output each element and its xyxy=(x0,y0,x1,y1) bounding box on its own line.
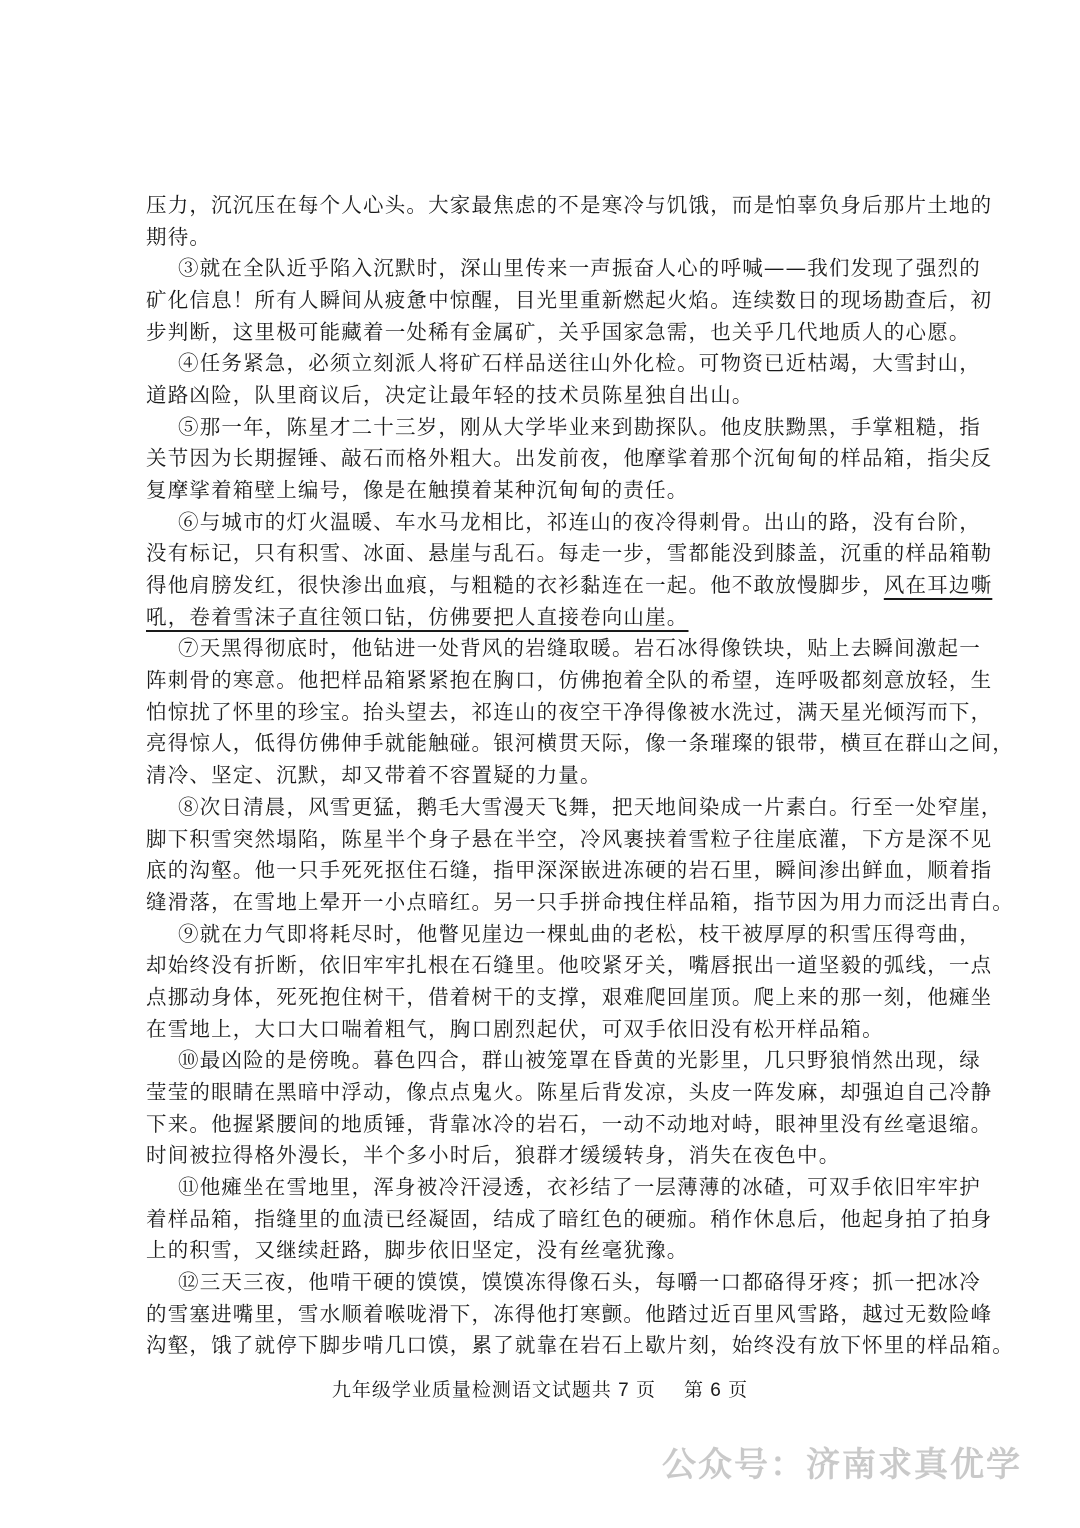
paragraph-9-line: ⑨就在力气即将耗尽时，他瞥见崖边一棵虬曲的老松，枝干被厚厚的积雪压得弯曲， xyxy=(178,921,981,946)
text-line: 道路凶险，队里商议后，决定让最年轻的技术员陈星独自出山。 xyxy=(146,383,754,408)
text-line: 时间被拉得格外漫长，半个多小时后，狼群才缓缓转身，消失在夜色中。 xyxy=(146,1143,841,1168)
text-line: 怕惊扰了怀里的珍宝。抬头望去，祁连山的夜空干净得像被水洗过，满天星光倾泻而下， xyxy=(146,699,993,724)
paragraph-10-line: ⑩最凶险的是傍晚。暮色四合，群山被笼罩在昏黄的光影里，几只野狼悄然出现，绿 xyxy=(178,1048,981,1073)
text-line: 缝滑落，在雪地上晕开一小点暗红。另一只手拼命拽住样品箱，指节因为用力而泛出青白。 xyxy=(146,889,1014,914)
text-line: 阵刺骨的寒意。他把样品箱紧紧抱在胸口，仿佛抱着全队的希望，连呼吸都刻意放轻，生 xyxy=(146,668,993,693)
text-line: 复摩挲着箱壁上编号，像是在触摸着某种沉甸甸的责任。 xyxy=(146,478,689,503)
text-line: 脚下积雪突然塌陷，陈星半个身子悬在半空，冷风裹挟着雪粒子往崖底灌，下方是深不见 xyxy=(146,826,993,851)
text-line: 底的沟壑。他一只手死死抠住石缝，指甲深深嵌进冻硬的岩石里，瞬间渗出鲜血，顺着指 xyxy=(146,858,993,883)
paragraph-7-line: ⑦天黑得彻底时，他钻进一处背风的岩缝取暖。岩石冰得像铁块，贴上去瞬间激起一 xyxy=(178,636,981,661)
text-line: 步判断，这里极可能藏着一处稀有金属矿，关乎国家急需，也关乎几代地质人的心愿。 xyxy=(146,319,971,344)
text-line: 下来。他握紧腰间的地质锤，背靠冰冷的岩石，一动不动地对峙，眼神里没有丝毫退缩。 xyxy=(146,1111,993,1136)
text-line: 点挪动身体，死死抱住树干，借着树干的支撑，艰难爬回崖顶。爬上来的那一刻，他瘫坐 xyxy=(146,984,993,1009)
underlined-sentence: 吼，卷着雪沫子直往领口钻，仿佛要把人直接卷向山崖。 xyxy=(146,604,689,629)
page-number: 第 6 页 xyxy=(684,1380,749,1401)
text-line: 关节因为长期握锤、敲石而格外粗大。出发前夜，他摩挲着那个沉甸甸的样品箱，指尖反 xyxy=(146,446,993,471)
underlined-sentence: 风在耳边嘶 xyxy=(883,573,993,598)
page-footer xyxy=(240,1375,840,1402)
text-line: 却始终没有折断，依旧牢牢扎根在石缝里。他咬紧牙关，嘴唇抿出一道坚毅的弧线，一点 xyxy=(146,953,993,978)
paragraph-3-line: ③就在全队近乎陷入沉默时，深山里传来一声振奋人心的呼喊——我们发现了强烈的 xyxy=(178,256,981,281)
paragraph-8-line: ⑧次日清晨，风雪更猛，鹅毛大雪漫天飞舞，把天地间染成一片素白。行至一处窄崖， xyxy=(178,794,1003,819)
paragraph-12-line: ⑫三天三夜，他啃干硬的馍馍，馍馍冻得像石头，每嚼一口都硌得牙疼；抓一把冰冷 xyxy=(178,1269,981,1294)
text-line: 矿化信息！所有人瞬间从疲惫中惊醒，目光里重新燃起火焰。连续数日的现场勘查后，初 xyxy=(146,288,993,313)
text-line: 上的积雪，又继续赶路，脚步依旧坚定，没有丝毫犹豫。 xyxy=(146,1238,689,1263)
paragraph-4-line: ④任务紧急，必须立刻派人将矿石样品送往山外化检。可物资已近枯竭，大雪封山， xyxy=(178,351,981,376)
text-line: 在雪地上，大口大口喘着粗气，胸口剧烈起伏，可双手依旧没有松开样品箱。 xyxy=(146,1016,884,1041)
text-line xyxy=(146,570,993,602)
text-line: 期待。 xyxy=(146,224,212,249)
paragraph-5-line: ⑤那一年，陈星才二十三岁，刚从大学毕业来到勘探队。他皮肤黝黑，手掌粗糙，指 xyxy=(178,414,981,439)
text-line: 压力，沉沉压在每个人心头。大家最焦虑的不是寒冷与饥饿，而是怕辜负身后那片土地的 xyxy=(146,193,993,217)
text-line: 没有标记，只有积雪、冰面、悬崖与乱石。每走一步，雪都能没到膝盖，沉重的样品箱勒 xyxy=(146,541,993,566)
paragraph-6-line: ⑥与城市的灯火温暖、车水马龙相比，祁连山的夜冷得刺骨。出山的路，没有台阶， xyxy=(178,509,981,534)
text-line: 的雪塞进嘴里，雪水顺着喉咙滑下，冻得他打寒颤。他踏过近百里风雪路，越过无数险峰 xyxy=(146,1301,993,1326)
paragraph-11-line: ⑪他瘫坐在雪地里，浑身被冷汗浸透，衣衫结了一层薄薄的冰碴，可双手依旧牢牢护 xyxy=(178,1174,981,1199)
text-line: 清冷、坚定、沉默，却又带着不容置疑的力量。 xyxy=(146,763,602,788)
watermark: 公众号：济南求真优学 xyxy=(662,1445,1022,1485)
text-segment: 得他肩膀发红，很快渗出血痕，与粗糙的衣衫黏连在一起。他不敢放慢脚步， xyxy=(146,573,884,598)
text-line xyxy=(146,602,976,634)
text-line: 莹莹的眼睛在黑暗中浮动，像点点鬼火。陈星后背发凉，头皮一阵发麻，却强迫自己冷静 xyxy=(146,1079,993,1104)
text-line: 着样品箱，指缝里的血渍已经凝固，结成了暗红色的硬痂。稍作休息后，他起身拍了拍身 xyxy=(146,1206,993,1231)
footer-title: 九年级学业质量检测语文试题共 7 页 xyxy=(331,1380,656,1401)
text-line: 沟壑，饿了就停下脚步啃几口馍，累了就靠在岩石上歇片刻，始终没有放下怀里的样品箱。 xyxy=(146,1333,1014,1358)
text-line: 亮得惊人，低得仿佛伸手就能触碰。银河横贯天际，像一条璀璨的银带，横亘在群山之间， xyxy=(146,731,1014,756)
